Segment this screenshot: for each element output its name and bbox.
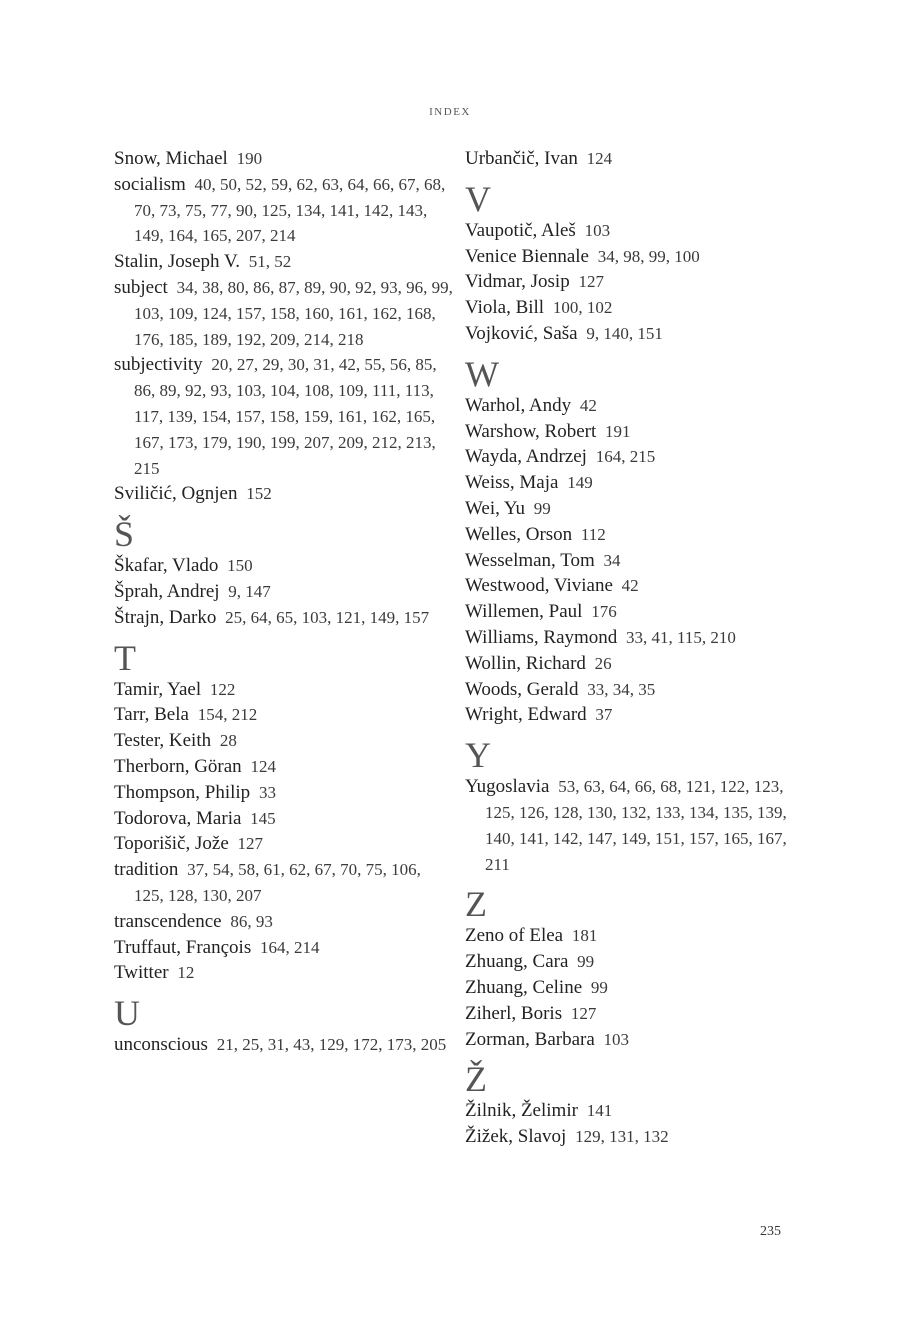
index-entry (114, 579, 454, 605)
index-entry (114, 352, 454, 481)
index-entry (114, 605, 454, 631)
entry-term: Tarr, Bela (114, 704, 189, 726)
entry-pages: 42 (579, 395, 597, 415)
index-entry (465, 244, 805, 270)
entry-term: Wesselman, Tom (465, 549, 595, 571)
entry-term: subject (114, 276, 168, 298)
entry-pages: 145 (250, 808, 276, 828)
index-entry (465, 470, 805, 496)
entry-pages: 34, 38, 80, 86, 87, 89, 90, 92, 93, 96, 99, 103, 109, 124, 157, 158, 160, 161, 162, 168, 176, 185, 189, 192, 209, 214, 218 (134, 277, 453, 349)
page-number: 235 (760, 1224, 781, 1239)
index-entry (465, 1124, 805, 1150)
index-entry (465, 949, 805, 975)
entry-term: Williams, Raymond (465, 626, 618, 648)
index-entry (465, 702, 805, 728)
entry-pages: 51, 52 (248, 252, 292, 272)
index-entry (465, 496, 805, 522)
index-entry (465, 1001, 805, 1027)
entry-pages: 99 (577, 952, 595, 972)
entry-pages: 191 (605, 421, 631, 441)
entry-pages: 150 (227, 556, 253, 576)
entry-term: Welles, Orson (465, 523, 573, 545)
entry-term: Warshow, Robert (465, 420, 597, 442)
entry-term: Zhuang, Celine (465, 976, 583, 998)
entry-pages: 181 (571, 926, 598, 946)
entry-pages: 34, 98, 99, 100 (597, 246, 700, 266)
index-entry (465, 269, 805, 295)
entry-pages: 99 (590, 977, 608, 997)
section-letter: Ž (465, 1059, 487, 1100)
entry-pages: 42 (621, 576, 639, 596)
entry-term: Warhol, Andy (465, 394, 572, 416)
index-entry (465, 625, 805, 651)
index-entry (465, 218, 805, 244)
entry-term: Žilnik, Želimir (465, 1100, 578, 1122)
entry-pages: 34 (603, 550, 621, 570)
entry-pages: 154, 212 (197, 705, 258, 725)
entry-pages: 21, 25, 31, 43, 129, 172, 173, 205 (216, 1035, 447, 1055)
entry-pages: 100, 102 (552, 298, 613, 318)
index-entry (114, 702, 454, 728)
entry-term: Zhuang, Cara (465, 951, 569, 973)
entry-pages: 127 (570, 1003, 597, 1023)
entry-term: Zorman, Barbara (465, 1028, 595, 1050)
index-entry (465, 975, 805, 1001)
entry-term: Žižek, Slavoj (465, 1126, 567, 1148)
index-entry (465, 548, 805, 574)
entry-term: Wollin, Richard (465, 652, 586, 674)
entry-pages: 127 (578, 272, 604, 292)
index-entry (114, 935, 454, 961)
section-letter: Š (114, 514, 135, 555)
entry-term: Todorova, Maria (114, 807, 242, 829)
entry-term: Vojković, Saša (465, 322, 578, 344)
entry-pages: 53, 63, 64, 66, 68, 121, 122, 123, 125, 126, 128, 130, 132, 133, 134, 135, 139, 140, 141, 142, 147, 149, 151, 157, 165, 167, 211 (485, 777, 787, 874)
section-letter: W (465, 353, 499, 394)
index-entry (114, 754, 454, 780)
entry-term: Westwood, Viviane (465, 575, 613, 597)
entry-term: Twitter (114, 962, 169, 984)
entry-pages: 9, 140, 151 (586, 323, 663, 343)
index-entry (465, 295, 805, 321)
entry-term: Wayda, Andrzej (465, 446, 587, 468)
entry-term: Sviličić, Ognjen (114, 483, 238, 505)
entry-pages: 164, 214 (259, 937, 320, 957)
index-entry (114, 172, 454, 249)
index-entry (465, 444, 805, 470)
entry-term: Wei, Yu (465, 497, 526, 519)
entry-pages: 103 (603, 1029, 630, 1049)
index-entry (114, 481, 454, 507)
entry-term: socialism (114, 173, 186, 195)
index-entry (114, 857, 454, 909)
index-entry (465, 1027, 805, 1053)
entry-pages: 164, 215 (595, 447, 656, 467)
entry-term: Šprah, Andrej (114, 580, 220, 602)
entry-pages: 33 (258, 782, 276, 802)
entry-term: transcendence (114, 910, 222, 932)
section-letter: Y (465, 735, 491, 776)
entry-pages: 37, 54, 58, 61, 62, 67, 70, 75, 106, 125, 128, 130, 207 (134, 860, 421, 905)
index-entry (114, 806, 454, 832)
index-entry (114, 677, 454, 703)
entry-pages: 33, 34, 35 (587, 679, 656, 699)
entry-pages: 20, 27, 29, 30, 31, 42, 55, 56, 85, 86, 89, 92, 93, 103, 104, 108, 109, 111, 113, 117, 139, 154, 157, 158, 159, 161, 162, 165, 167, 173, 179, 190, 199, 207, 209, 212, 213, 215 (134, 355, 437, 478)
index-entry (465, 419, 805, 445)
index-entry (465, 321, 805, 347)
entry-term: Urbančič, Ivan (465, 148, 578, 169)
index-entry (465, 651, 805, 677)
entry-term: Woods, Gerald (465, 678, 579, 700)
running-head: INDEX (429, 106, 471, 118)
entry-term: tradition (114, 859, 179, 881)
entry-term: Yugoslavia (465, 776, 550, 798)
index-column-left (114, 146, 454, 1058)
index-entry (114, 553, 454, 579)
index-entry (465, 393, 805, 419)
entry-term: Thompson, Philip (114, 781, 251, 803)
entry-term: Toporišič, Jože (114, 833, 229, 855)
entry-term: Tamir, Yael (114, 678, 202, 700)
entry-pages: 127 (237, 834, 264, 854)
index-entry (114, 909, 454, 935)
index-entry (465, 923, 805, 949)
entry-pages: 122 (209, 679, 236, 699)
index-entry (114, 831, 454, 857)
entry-term: subjectivity (114, 354, 203, 376)
entry-term: Stalin, Joseph V. (114, 251, 240, 273)
entry-pages: 86, 93 (230, 911, 273, 931)
index-entry (114, 780, 454, 806)
entry-pages: 40, 50, 52, 59, 62, 63, 64, 66, 67, 68, 70, 73, 75, 77, 90, 125, 134, 141, 142, 143, 149, 164, 165, 207, 214 (134, 174, 446, 246)
entry-pages: 37 (595, 705, 613, 725)
index-entry (465, 573, 805, 599)
entry-term: Ziherl, Boris (465, 1002, 563, 1024)
section-letter: V (465, 178, 491, 219)
entry-pages: 176 (591, 602, 617, 622)
index-entry (114, 960, 454, 986)
index-entry (114, 1032, 454, 1058)
index-column-right (465, 146, 805, 1150)
index-entry (465, 522, 805, 548)
entry-term: Truffaut, François (114, 936, 252, 958)
entry-term: Wright, Edward (465, 704, 587, 726)
entry-pages: 25, 64, 65, 103, 121, 149, 157 (225, 607, 430, 627)
entry-pages: 26 (594, 653, 612, 673)
section-letter: U (114, 993, 140, 1034)
entry-pages: 112 (580, 524, 606, 544)
entry-term: Zeno of Elea (465, 925, 564, 947)
entry-term: Štrajn, Darko (114, 606, 217, 628)
entry-pages: 33, 41, 115, 210 (626, 627, 736, 647)
section-letter: T (114, 637, 136, 678)
index-entry (114, 146, 454, 172)
entry-pages: 141 (586, 1101, 613, 1121)
index-entry (465, 146, 805, 172)
section-letter: Z (465, 884, 487, 925)
index-entry (465, 1098, 805, 1124)
index-entry (465, 774, 805, 877)
entry-term: Tester, Keith (114, 730, 212, 752)
entry-pages: 190 (236, 149, 263, 168)
entry-term: Venice Biennale (465, 245, 589, 267)
entry-pages: 12 (177, 963, 195, 983)
entry-pages: 9, 147 (228, 581, 271, 601)
entry-pages: 129, 131, 132 (575, 1127, 669, 1147)
entry-term: Vidmar, Josip (465, 271, 570, 293)
entry-term: Snow, Michael (114, 148, 228, 169)
index-entry (114, 275, 454, 352)
entry-pages: 99 (533, 498, 551, 518)
index-entry (465, 677, 805, 703)
entry-pages: 124 (250, 756, 276, 776)
index-entry (114, 249, 454, 275)
index-entry (465, 599, 805, 625)
entry-term: Vaupotič, Aleš (465, 219, 576, 241)
entry-pages: 28 (219, 731, 237, 751)
entry-term: unconscious (114, 1034, 208, 1056)
entry-pages: 149 (567, 473, 593, 493)
entry-pages: 152 (246, 484, 272, 504)
entry-pages: 124 (586, 149, 613, 168)
entry-term: Willemen, Paul (465, 601, 583, 623)
entry-term: Therborn, Göran (114, 755, 242, 777)
entry-term: Weiss, Maja (465, 472, 559, 494)
index-entry (114, 728, 454, 754)
entry-pages: 103 (584, 220, 611, 240)
entry-term: Škafar, Vlado (114, 555, 219, 577)
entry-term: Viola, Bill (465, 297, 545, 319)
